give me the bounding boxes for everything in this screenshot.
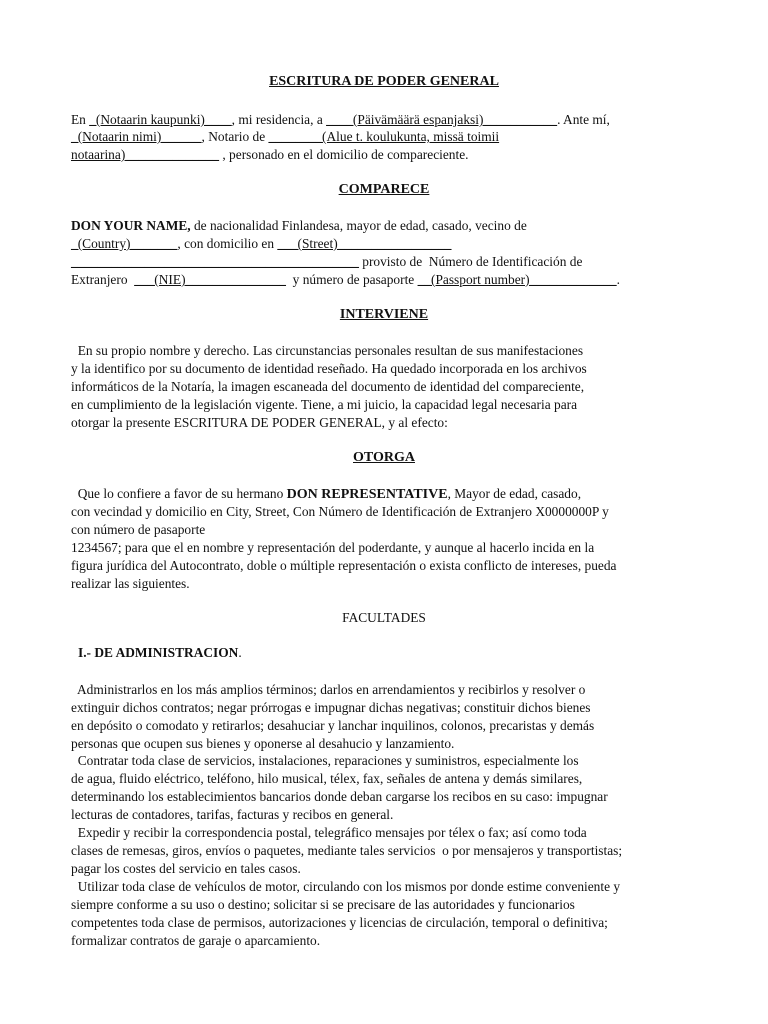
intro-line-2 xyxy=(71,130,499,143)
heading-comparece: COMPARECE xyxy=(338,182,430,197)
comparece-text: de nacionalidad Finlandesa, mayor de edad, casado, vecino de xyxy=(190,218,527,233)
district-blank: ________(Alue t. koulukunta, missä toimii xyxy=(268,129,500,144)
admin-line: en depósito o comodato y retirarlos; desahuciar y lanchar inquilinos, colonos, precaristas y demás xyxy=(71,718,595,733)
otorga-text: , Mayor de edad, casado, xyxy=(447,486,582,501)
comparece-line-3 xyxy=(71,255,582,268)
intro-text: En xyxy=(71,112,90,127)
document-title: ESCRITURA DE PODER GENERAL xyxy=(269,74,499,89)
otorga-line: realizar las siguientes. xyxy=(71,576,190,591)
heading-otorga: OTORGA xyxy=(353,450,415,465)
comparece-text: . xyxy=(616,272,620,287)
section-dot: . xyxy=(238,645,242,660)
otorga-line: con número de pasaporte xyxy=(71,522,206,537)
heading-interviene: INTERVIENE xyxy=(339,307,429,322)
comparece-text: provisto de Número de Identificación de xyxy=(358,254,583,269)
heading-facultades: FACULTADES xyxy=(342,610,426,625)
passport-blank: __(Passport number)_____________ xyxy=(417,272,617,287)
comparece-text: y número de pasaporte xyxy=(285,272,418,287)
intro-line-1 xyxy=(71,113,610,126)
section-label: I.- DE ADMINISTRACION xyxy=(78,645,239,660)
admin-line: extinguir dichos contratos; negar prórrogas e impugnar dichas negativas; constituir dichos bienes xyxy=(71,700,591,715)
otorga-line: con vecindad y domicilio en City, Street, Con Número de Identificación de Extranjero X0000000P y xyxy=(71,504,609,519)
comparece-text: , con domicilio en xyxy=(177,236,278,251)
notary-name-blank: _(Notaarin nimi)______ xyxy=(71,129,202,144)
comparece-text: Extranjero xyxy=(71,272,135,287)
admin-line: clases de remesas, giros, envíos o paquetes, mediante tales servicios o por mensajeros y transportistas; xyxy=(71,843,623,858)
comparece-line-4 xyxy=(71,273,620,286)
address-blank: ___________________________________________ xyxy=(71,254,359,269)
comparece-line-1 xyxy=(71,219,527,232)
nie-blank: ___(NIE)_______________ xyxy=(134,272,286,287)
interviene-line: otorgar la presente ESCRITURA DE PODER GENERAL, y al efecto: xyxy=(71,415,448,430)
representative-name: DON REPRESENTATIVE xyxy=(286,487,448,502)
otorga-line: figura jurídica del Autocontrato, doble o múltiple representación o exista conflicto de intereses, pueda xyxy=(71,558,617,573)
admin-line: de agua, fluido eléctrico, teléfono, hilo musical, télex, fax, señales de antena y demás similares, xyxy=(71,771,583,786)
admin-line: Contratar toda clase de servicios, instalaciones, reparaciones y suministros, especialmente los xyxy=(71,753,579,768)
otorga-text: Que lo confiere a favor de su hermano xyxy=(71,486,287,501)
admin-line: lecturas de contadores, tarifas, facturas y recibos en general. xyxy=(71,807,394,822)
city-blank: _(Notaarin kaupunki)____ xyxy=(89,112,232,127)
section-administracion xyxy=(78,646,242,659)
intro-text: , personado en el domicilio de compareciente. xyxy=(219,147,469,162)
interviene-line: informáticos de la Notaría, la imagen escaneada del documento de identidad del compareciente, xyxy=(71,379,585,394)
comparece-line-2 xyxy=(71,237,451,250)
intro-text: . Ante mí, xyxy=(557,112,610,127)
admin-line: competentes toda clase de permisos, autorizaciones y licencias de circulación, temporal o definitiva; xyxy=(71,915,608,930)
interviene-line: en cumplimiento de la legislación vigente. Tiene, a mi juicio, la capacidad legal necesaria para xyxy=(71,397,578,412)
admin-line: determinando los establecimientos bancarios donde deban cargarse los recibos en su caso: impugnar xyxy=(71,789,608,804)
otorga-line-1 xyxy=(71,487,581,502)
country-blank: _(Country)_______ xyxy=(71,236,178,251)
interviene-line: y la identifico por su documento de identidad reseñado. Ha quedado incorporada en los archivos xyxy=(71,361,587,376)
admin-line: Utilizar toda clase de vehículos de motor, circulando con los mismos por donde estime conveniente y xyxy=(71,879,621,894)
otorga-line: 1234567; para que el en nombre y representación del poderdante, y aunque al hacerlo incida en la xyxy=(71,540,595,555)
interviene-line: En su propio nombre y derecho. Las circunstancias personales resultan de sus manifestaciones xyxy=(71,343,584,358)
admin-line: pagar los costes del servicio en tales casos. xyxy=(71,861,301,876)
intro-text: , Notario de xyxy=(201,129,269,144)
admin-line: Expedir y recibir la correspondencia postal, telegráfico mensajes por télex o fax; así como toda xyxy=(71,825,587,840)
admin-line: siempre conforme a su uso o destino; solicitar si se precisare de las autoridades y funcionarios xyxy=(71,897,575,912)
street-blank: ___(Street)_________________ xyxy=(277,236,452,251)
district-blank-cont: notaarina)______________ xyxy=(71,147,220,162)
intro-line-3 xyxy=(71,148,469,161)
grantor-name: DON YOUR NAME, xyxy=(71,218,191,233)
admin-line: personas que ocupen sus bienes y oponerse al desahucio y lanzamiento. xyxy=(71,736,455,751)
intro-text: , mi residencia, a xyxy=(231,112,327,127)
admin-line: Administrarlos en los más amplios términos; darlos en arrendamientos y recibirlos y resolver o xyxy=(71,682,586,697)
admin-line: formalizar contratos de garaje o aparcamiento. xyxy=(71,933,321,948)
date-blank: ____(Päivämäärä espanjaksi)___________ xyxy=(326,112,558,127)
